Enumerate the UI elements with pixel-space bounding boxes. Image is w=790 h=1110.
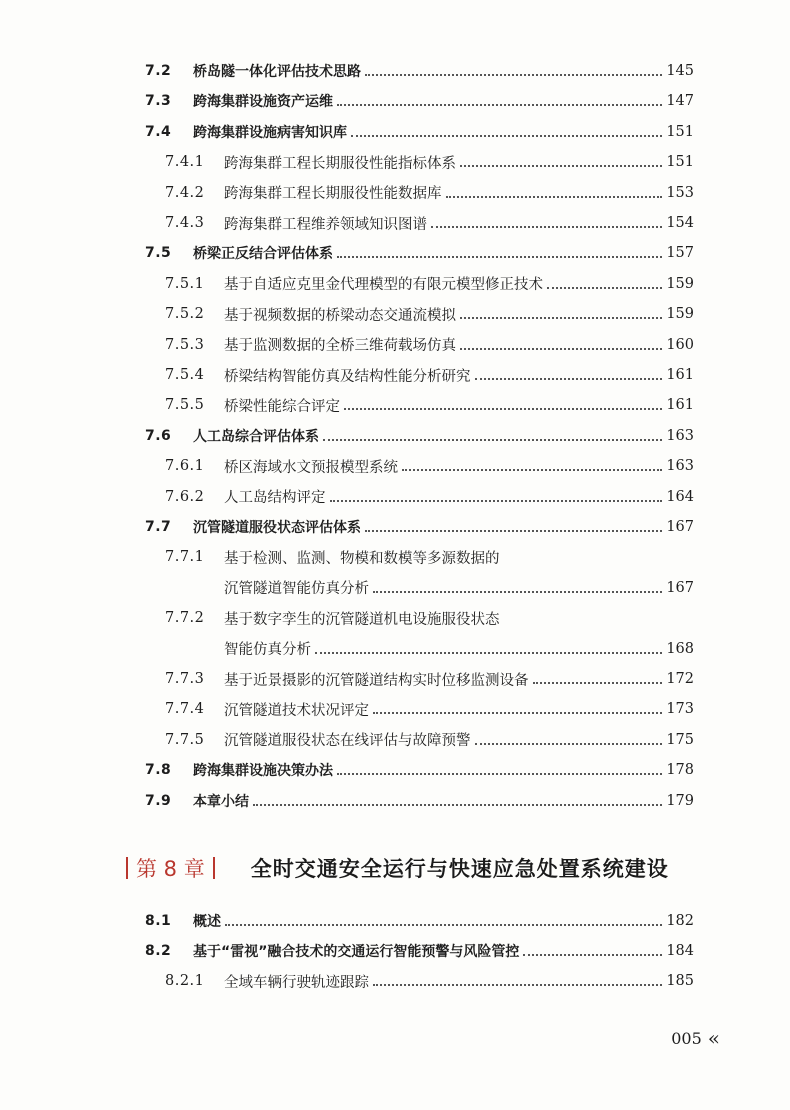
toc-entry-page: 178 xyxy=(666,762,694,779)
toc-entry-body xyxy=(224,213,694,234)
toc-entry-title: 跨海集群设施资产运维 xyxy=(193,94,333,111)
toc-entry[interactable] xyxy=(0,149,790,175)
toc-entry-body xyxy=(224,577,694,598)
page-number: 005 xyxy=(671,1028,702,1048)
toc-entry[interactable] xyxy=(0,696,790,722)
toc-entry[interactable] xyxy=(0,88,790,114)
toc-entry-title: 跨海集群工程维养领域知识图谱 xyxy=(224,216,427,233)
toc-entry-body xyxy=(193,61,694,81)
toc-entry-title: 基于数字孪生的沉管隧道机电设施服役状态 xyxy=(224,611,500,628)
toc-entry-page: 163 xyxy=(666,427,694,444)
toc-entry-title: 沉管隧道智能仿真分析 xyxy=(224,581,369,598)
toc-entry-body xyxy=(224,699,694,720)
toc-entry-number: 7.6 xyxy=(145,427,172,444)
toc-entry[interactable] xyxy=(0,271,790,297)
toc-entry-page: 160 xyxy=(666,336,694,353)
toc-leader-dots xyxy=(431,226,662,228)
toc-entry-number: 7.7.4 xyxy=(165,701,205,718)
toc-entry-number: 7.5.2 xyxy=(165,306,205,323)
toc-entry[interactable] xyxy=(0,453,790,479)
toc-entry-body xyxy=(193,517,694,537)
toc-entry-title: 沉管隧道技术状况评定 xyxy=(224,702,369,719)
toc-entry-body xyxy=(193,91,694,111)
toc-entry-title: 概述 xyxy=(193,914,221,930)
toc-entry-title: 基于自适应克里金代理模型的有限元模型修正技术 xyxy=(224,277,543,294)
toc-entry-body xyxy=(193,122,694,142)
toc-leader-dots xyxy=(446,196,663,198)
toc-entry[interactable] xyxy=(0,362,790,388)
toc-entry-title: 基于“雷视”融合技术的交通运行智能预警与风险管控 xyxy=(193,944,520,960)
toc-entry-body xyxy=(224,395,694,416)
toc-entry-title: 跨海集群工程长期服役性能数据库 xyxy=(224,186,442,203)
toc-entry-number: 7.7.5 xyxy=(165,731,205,748)
toc-entry-number: 8.2.1 xyxy=(165,973,205,989)
toc-entry-title: 智能仿真分析 xyxy=(224,642,311,659)
toc-entry[interactable] xyxy=(0,180,790,206)
toc-leader-dots xyxy=(225,924,662,926)
toc-entry-title: 全域车辆行驶轨迹跟踪 xyxy=(224,974,369,991)
toc-entry-title: 跨海集群工程长期服役性能指标体系 xyxy=(224,155,456,172)
toc-entry[interactable] xyxy=(0,240,790,266)
toc-leader-dots xyxy=(533,682,663,684)
toc-entry-page: 161 xyxy=(666,397,694,414)
toc-entry-title: 桥梁正反结合评估体系 xyxy=(193,246,333,263)
toc-entry-title: 人工岛综合评估体系 xyxy=(193,428,319,445)
toc-entry-page: 167 xyxy=(666,519,694,535)
toc-leader-dots xyxy=(365,74,662,76)
toc-entry-body xyxy=(224,608,694,629)
toc-entry-body xyxy=(224,304,694,325)
toc-entry-number: 7.5 xyxy=(145,245,172,262)
toc-entry[interactable] xyxy=(0,788,790,814)
toc-leader-dots xyxy=(475,378,663,380)
toc-leader-dots xyxy=(460,165,662,167)
toc-entry-body xyxy=(224,273,694,294)
toc-entry-body xyxy=(224,182,694,203)
toc-entry[interactable] xyxy=(0,392,790,418)
toc-entry-title: 人工岛结构评定 xyxy=(224,490,326,507)
chapter-bar-left xyxy=(126,857,128,879)
toc-entry[interactable] xyxy=(0,210,790,236)
toc-entry-page: 175 xyxy=(666,731,694,748)
page-footer xyxy=(671,1026,720,1050)
toc-entry[interactable] xyxy=(0,575,790,601)
toc-entry-number: 7.7 xyxy=(145,519,172,535)
toc-entry-body xyxy=(224,547,694,568)
toc-entry-page: 145 xyxy=(666,63,694,79)
chapter-label: 第 8 章 xyxy=(136,857,205,881)
toc-leader-dots xyxy=(344,408,662,410)
toc-entry[interactable] xyxy=(0,636,790,662)
toc-entry-page: 159 xyxy=(666,306,694,323)
toc-entry-body xyxy=(193,911,694,931)
toc-entry-body xyxy=(224,365,694,386)
toc-entry-number: 7.7.2 xyxy=(165,610,205,627)
toc-entry-number: 8.1 xyxy=(145,913,172,929)
toc-entry[interactable] xyxy=(0,908,790,934)
toc-entry-page: 147 xyxy=(666,93,694,110)
toc-entry-title: 沉管隧道服役状态在线评估与故障预警 xyxy=(224,733,471,750)
chapter-heading xyxy=(118,848,718,888)
toc-entry[interactable] xyxy=(0,423,790,449)
toc-entry-title: 桥梁结构智能仿真及结构性能分析研究 xyxy=(224,368,471,385)
toc-entry[interactable] xyxy=(0,484,790,510)
toc-entry-title: 沉管隧道服役状态评估体系 xyxy=(193,520,361,536)
toc-entry-page: 164 xyxy=(666,488,694,505)
toc-entry-body xyxy=(193,243,694,263)
toc-leader-dots xyxy=(523,954,662,956)
toc-entry-body xyxy=(224,486,694,507)
toc-entry[interactable] xyxy=(0,514,790,540)
toc-entry-page: 168 xyxy=(666,640,694,657)
toc-leader-dots xyxy=(330,500,663,502)
toc-entry-number: 7.7.3 xyxy=(165,671,205,687)
toc-entry-number: 7.2 xyxy=(145,63,172,79)
toc-entry-page: 153 xyxy=(666,184,694,201)
toc-leader-dots xyxy=(373,591,662,593)
toc-leader-dots xyxy=(475,743,663,745)
toc-entry-body xyxy=(193,791,694,811)
toc-entry-page: 167 xyxy=(666,579,694,596)
toc-entry[interactable] xyxy=(0,605,790,631)
toc-entry-page: 161 xyxy=(666,367,694,383)
toc-entry-number: 7.5.1 xyxy=(165,275,205,292)
toc-entry-body xyxy=(193,760,694,780)
toc-entry[interactable] xyxy=(0,938,790,964)
toc-entry[interactable] xyxy=(0,301,790,327)
toc-entry-page: 163 xyxy=(666,458,694,475)
toc-entry-number: 7.3 xyxy=(145,93,172,110)
toc-leader-dots xyxy=(402,469,662,471)
toc-entry-title: 桥岛隧一体化评估技术思路 xyxy=(193,64,361,80)
toc-entry-title: 跨海集群设施病害知识库 xyxy=(193,124,347,141)
toc-entry-title: 跨海集群设施决策办法 xyxy=(193,763,333,780)
toc-entry-page: 154 xyxy=(666,215,694,231)
toc-entry-number: 7.6.2 xyxy=(165,488,205,505)
toc-entry[interactable] xyxy=(0,58,790,84)
toc-entry-number: 7.9 xyxy=(145,792,172,809)
toc-entry-body xyxy=(193,941,694,961)
toc-entry-body xyxy=(224,152,694,173)
toc-entry-number: 7.5.4 xyxy=(165,367,205,383)
toc-entry-page: 151 xyxy=(666,154,694,171)
toc-entry[interactable] xyxy=(0,727,790,753)
toc-entry-title: 桥区海域水文预报模型系统 xyxy=(224,459,398,476)
toc-entry-page: 172 xyxy=(666,671,694,687)
toc-leader-dots xyxy=(337,104,662,106)
toc-entry[interactable] xyxy=(0,544,790,570)
toc-leader-dots xyxy=(373,984,662,986)
toc-entry-number: 7.5.5 xyxy=(165,397,205,414)
toc-leader-dots xyxy=(337,773,662,775)
back-arrow-icon: « xyxy=(707,1026,720,1050)
toc-entry-title: 基于近景摄影的沉管隧道结构实时位移监测设备 xyxy=(224,672,529,689)
toc-entry-body xyxy=(224,334,694,355)
toc-entry-title: 基于检测、监测、物模和数模等多源数据的 xyxy=(224,550,500,567)
toc-leader-dots xyxy=(365,530,662,532)
toc-entry-number: 7.7.1 xyxy=(165,549,205,566)
toc-entry[interactable] xyxy=(0,119,790,145)
toc-entry-body xyxy=(193,426,694,446)
toc-leader-dots xyxy=(460,317,662,319)
toc-entry-number: 7.4.2 xyxy=(165,184,205,201)
toc-entry[interactable] xyxy=(0,968,790,994)
toc-leader-dots xyxy=(547,287,662,289)
toc-entry-page: 179 xyxy=(666,792,694,809)
toc-leader-dots xyxy=(337,256,662,258)
toc-entry-body xyxy=(224,971,694,992)
toc-entry-number: 7.4 xyxy=(145,123,172,140)
chapter-title: 全时交通安全运行与快速应急处置系统建设 xyxy=(250,857,669,881)
toc-entry-title: 桥梁性能综合评定 xyxy=(224,398,340,415)
toc-entry-number: 7.8 xyxy=(145,762,172,779)
toc-leader-dots xyxy=(460,348,662,350)
toc-entry-title: 基于监测数据的全桥三维荷载场仿真 xyxy=(224,338,456,355)
toc-entry-body xyxy=(224,456,694,477)
toc-entry-number: 8.2 xyxy=(145,943,172,959)
toc-entry-page: 184 xyxy=(666,943,694,959)
toc-entry[interactable] xyxy=(0,666,790,692)
toc-entry-page: 185 xyxy=(666,973,694,989)
toc-entry-body xyxy=(224,638,694,659)
toc-entry-number: 7.6.1 xyxy=(165,458,205,475)
toc-entry-page: 182 xyxy=(666,913,694,929)
toc-entry[interactable] xyxy=(0,757,790,783)
toc-entry-number: 7.5.3 xyxy=(165,336,205,353)
toc-leader-dots xyxy=(323,439,662,441)
toc-leader-dots xyxy=(315,652,662,654)
toc-entry[interactable] xyxy=(0,332,790,358)
toc-entry-title: 基于视频数据的桥梁动态交通流模拟 xyxy=(224,307,456,324)
toc-entry-page: 173 xyxy=(666,701,694,718)
toc-entry-page: 151 xyxy=(666,123,694,140)
toc-entry-body xyxy=(224,669,694,690)
toc-leader-dots xyxy=(253,804,662,806)
toc-entry-page: 159 xyxy=(666,275,694,292)
toc-leader-dots xyxy=(373,712,662,714)
toc-entry-body xyxy=(224,729,694,750)
toc-leader-dots xyxy=(351,135,662,137)
toc-entry-page: 157 xyxy=(666,245,694,262)
chapter-bar-right xyxy=(213,857,215,879)
toc-entry-number: 7.4.1 xyxy=(165,154,205,171)
toc-entry-number: 7.4.3 xyxy=(165,215,205,231)
toc-entry-title: 本章小结 xyxy=(193,793,249,810)
